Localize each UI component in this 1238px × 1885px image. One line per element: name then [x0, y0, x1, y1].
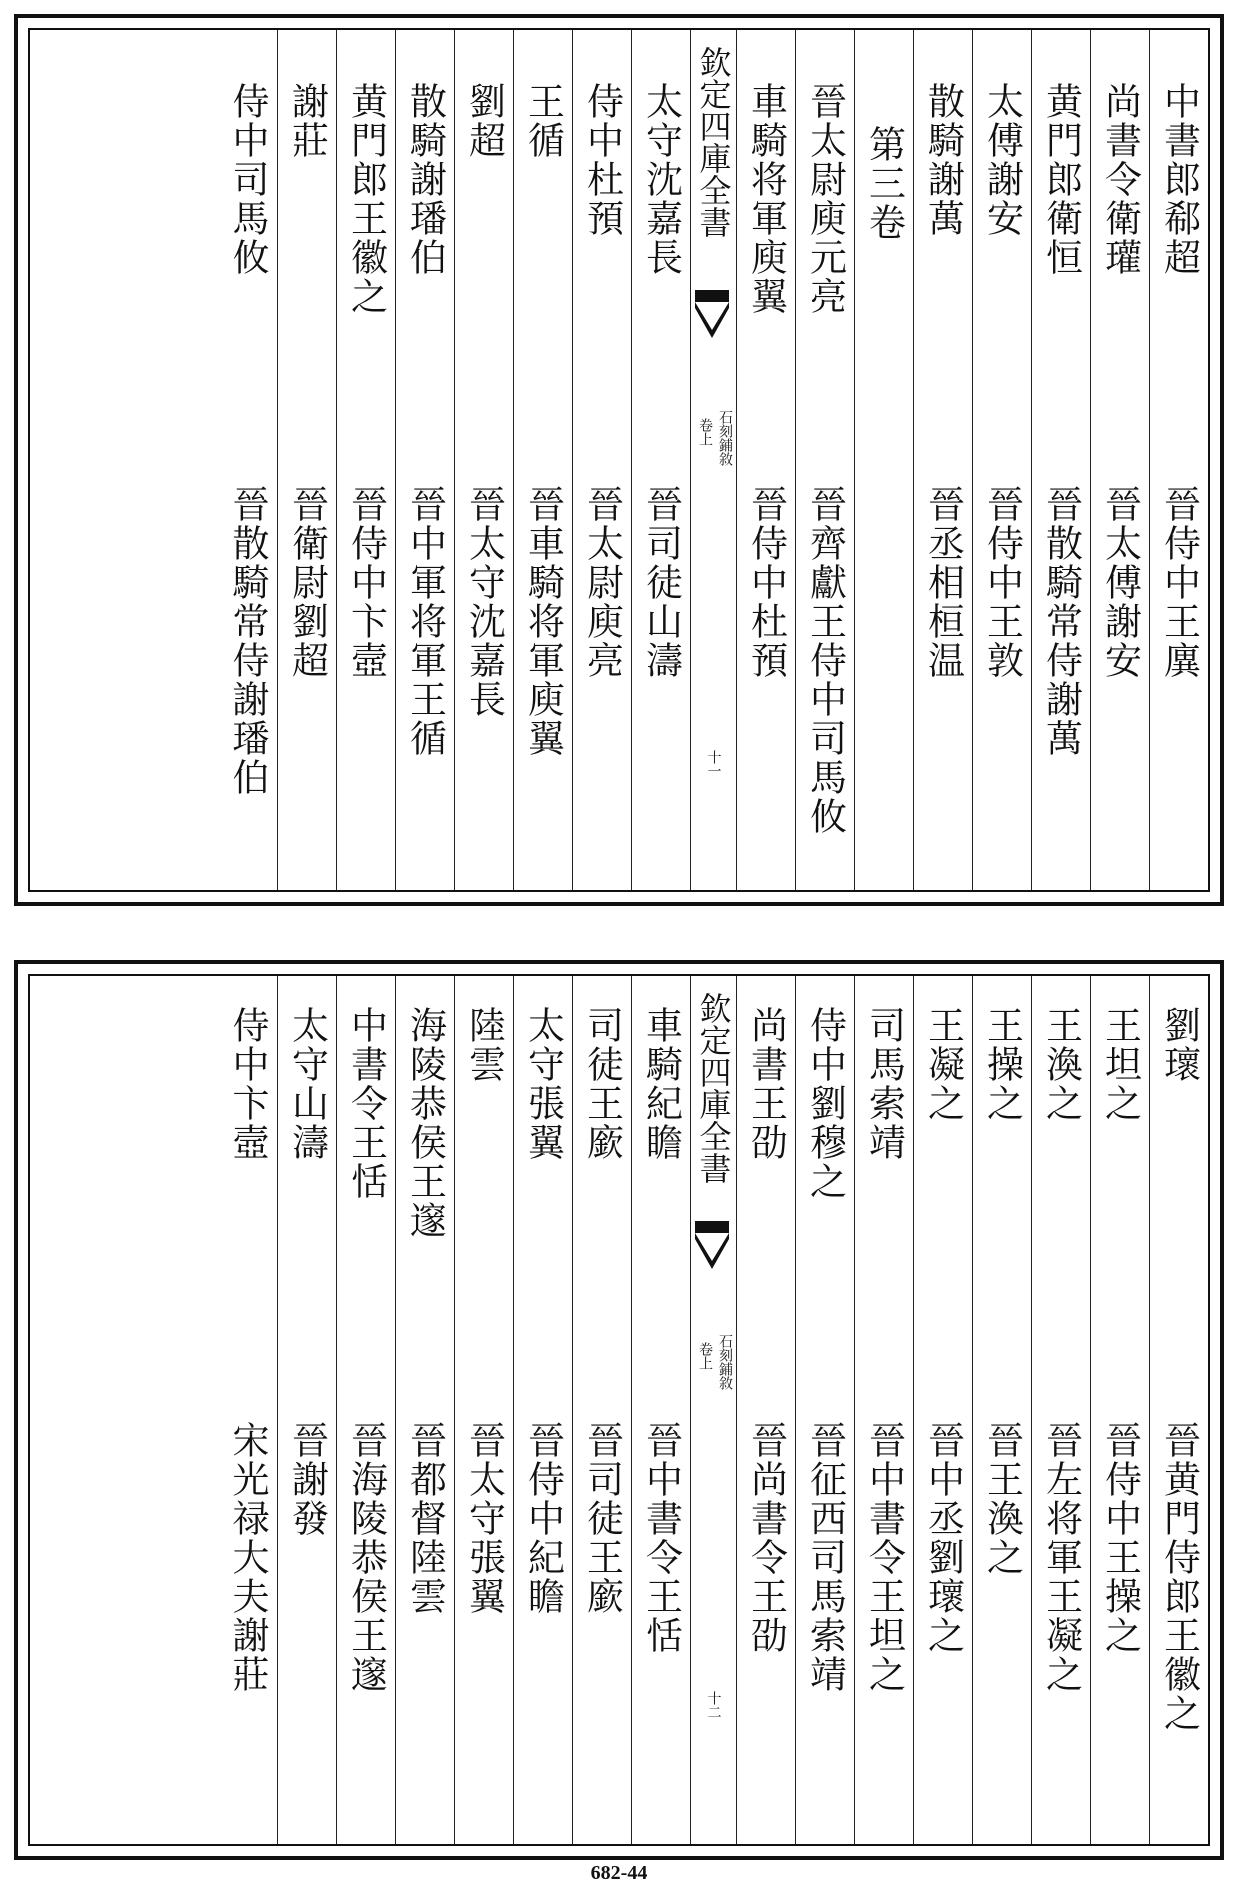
column-heading: 散騎謝璠伯 [403, 82, 447, 277]
column-heading: 中書令王恬 [344, 1006, 388, 1201]
column-attribution: 晉中書令王坦之 [862, 1421, 906, 1694]
column-attribution: 宋光禄大夫謝莊 [226, 1421, 269, 1694]
column-heading: 王循 [521, 82, 565, 160]
section-name: 石刻鋪敘 [717, 410, 733, 466]
text-column [913, 30, 972, 890]
column-heading: 太守張翼 [521, 1006, 565, 1162]
column-heading: 侍中劉穆之 [803, 1006, 847, 1201]
column-heading: 劉瓌 [1157, 1006, 1201, 1084]
column-group [30, 976, 1208, 1844]
text-column [631, 976, 690, 1844]
folio-number: 十一 [705, 750, 722, 778]
text-column [572, 976, 631, 1844]
column-heading: 黄門郎衛恒 [1039, 82, 1083, 277]
section-name: 石刻鋪敘 [717, 1334, 733, 1390]
center-fold [690, 976, 736, 1844]
text-column [454, 30, 513, 890]
fish-tail-mark [695, 290, 729, 340]
column-heading: 散騎謝萬 [921, 82, 965, 238]
book-title: 欽定四庫全書 [694, 992, 733, 1184]
column-heading: 車騎紀瞻 [639, 1006, 683, 1162]
text-column [395, 30, 454, 890]
text-column [1031, 30, 1090, 890]
column-heading: 侍中杜預 [580, 82, 624, 238]
column-attribution: 晉太守沈嘉長 [462, 485, 506, 719]
text-column [336, 30, 395, 890]
column-heading: 王凝之 [921, 1006, 965, 1123]
column-heading: 第三卷 [862, 125, 906, 242]
column-attribution: 晉中書令王恬 [639, 1421, 683, 1655]
text-column [795, 30, 854, 890]
text-column [854, 30, 913, 890]
center-fold [690, 30, 736, 890]
column-heading: 黄門郎王徽之 [344, 82, 388, 316]
text-column [218, 976, 277, 1844]
text-column [454, 976, 513, 1844]
column-attribution: 晉侍中卞壼 [344, 485, 388, 680]
text-column [795, 976, 854, 1844]
column-heading: 司馬索靖 [862, 1006, 906, 1162]
column-heading: 車騎将軍庾翼 [744, 82, 788, 316]
column-heading: 侍中卞壼 [226, 1006, 269, 1162]
text-column [1149, 976, 1208, 1844]
text-column [736, 976, 795, 1844]
column-attribution: 晉衛尉劉超 [285, 485, 329, 680]
text-column [513, 976, 572, 1844]
column-attribution: 晉侍中杜預 [744, 485, 788, 680]
text-column [572, 30, 631, 890]
column-heading: 王坦之 [1098, 1006, 1142, 1123]
text-column [854, 976, 913, 1844]
text-column [513, 30, 572, 890]
column-group [30, 30, 1208, 890]
column-attribution: 晉丞相桓温 [921, 485, 965, 680]
column-heading: 太守山濤 [285, 1006, 329, 1162]
column-heading: 謝莊 [285, 82, 329, 160]
column-attribution: 晉中丞劉瓌之 [921, 1421, 965, 1655]
column-attribution: 晉侍中紀瞻 [521, 1421, 565, 1616]
column-attribution: 晉謝發 [285, 1421, 329, 1538]
page-bottom [14, 960, 1224, 1860]
text-column [277, 976, 336, 1844]
text-column [972, 976, 1031, 1844]
text-column [913, 976, 972, 1844]
column-attribution: 晉黄門侍郎王徽之 [1157, 1421, 1201, 1733]
text-column [972, 30, 1031, 890]
column-heading: 晉太尉庾元亮 [803, 82, 847, 316]
column-attribution: 晉海陵恭侯王邃 [344, 1421, 388, 1694]
column-attribution: 晉侍中王廙 [1157, 485, 1201, 680]
book-title: 欽定四庫全書 [694, 46, 733, 238]
text-column [736, 30, 795, 890]
text-column [1031, 976, 1090, 1844]
column-attribution: 晉侍中王操之 [1098, 1421, 1142, 1655]
text-column [631, 30, 690, 890]
page-frame [28, 28, 1210, 892]
column-heading: 太守沈嘉長 [639, 82, 683, 277]
column-attribution: 晉車騎将軍庾翼 [521, 485, 565, 758]
column-attribution: 晉王渙之 [980, 1421, 1024, 1577]
folio-number: 十二 [705, 1691, 722, 1719]
column-heading: 尚書王劭 [744, 1006, 788, 1162]
column-attribution: 晉左将軍王凝之 [1039, 1421, 1083, 1694]
column-heading: 陸雲 [462, 1006, 506, 1084]
column-attribution: 晉尚書令王劭 [744, 1421, 788, 1655]
column-attribution: 晉太守張翼 [462, 1421, 506, 1616]
fish-tail-mark [695, 1221, 729, 1271]
page-frame [28, 974, 1210, 1846]
volume-name: 卷上 [697, 418, 713, 446]
text-column [277, 30, 336, 890]
column-attribution: 晉侍中王敦 [980, 485, 1024, 680]
text-column [1149, 30, 1208, 890]
page-number-footer: 682-44 [590, 1862, 648, 1884]
column-heading: 太傅謝安 [980, 82, 1024, 238]
page-top [14, 14, 1224, 906]
column-attribution: 晉齊獻王侍中司馬攸 [803, 485, 847, 836]
text-column [395, 976, 454, 1844]
column-attribution: 晉征西司馬索靖 [803, 1421, 847, 1694]
column-heading: 劉超 [462, 82, 506, 160]
column-heading: 王操之 [980, 1006, 1024, 1123]
text-column [1090, 976, 1149, 1844]
column-attribution: 晉司徒山濤 [639, 485, 683, 680]
column-attribution: 晉散騎常侍謝萬 [1039, 485, 1083, 758]
column-heading: 海陵恭侯王邃 [403, 1006, 447, 1240]
text-column [336, 976, 395, 1844]
column-attribution: 晉都督陸雲 [403, 1421, 447, 1616]
column-heading: 尚書令衛瓘 [1098, 82, 1142, 277]
column-attribution: 晉太尉庾亮 [580, 485, 624, 680]
text-column [218, 30, 277, 890]
column-heading: 侍中司馬攸 [226, 82, 269, 277]
column-attribution: 晉散騎常侍謝璠伯 [226, 485, 269, 797]
column-attribution: 晉中軍将軍王循 [403, 485, 447, 758]
column-heading: 司徒王廞 [580, 1006, 624, 1162]
volume-name: 卷上 [697, 1342, 713, 1370]
column-heading: 中書郎郗超 [1157, 82, 1201, 277]
column-heading: 王渙之 [1039, 1006, 1083, 1123]
column-attribution: 晉太傅謝安 [1098, 485, 1142, 680]
column-attribution: 晉司徒王廞 [580, 1421, 624, 1616]
text-column [1090, 30, 1149, 890]
